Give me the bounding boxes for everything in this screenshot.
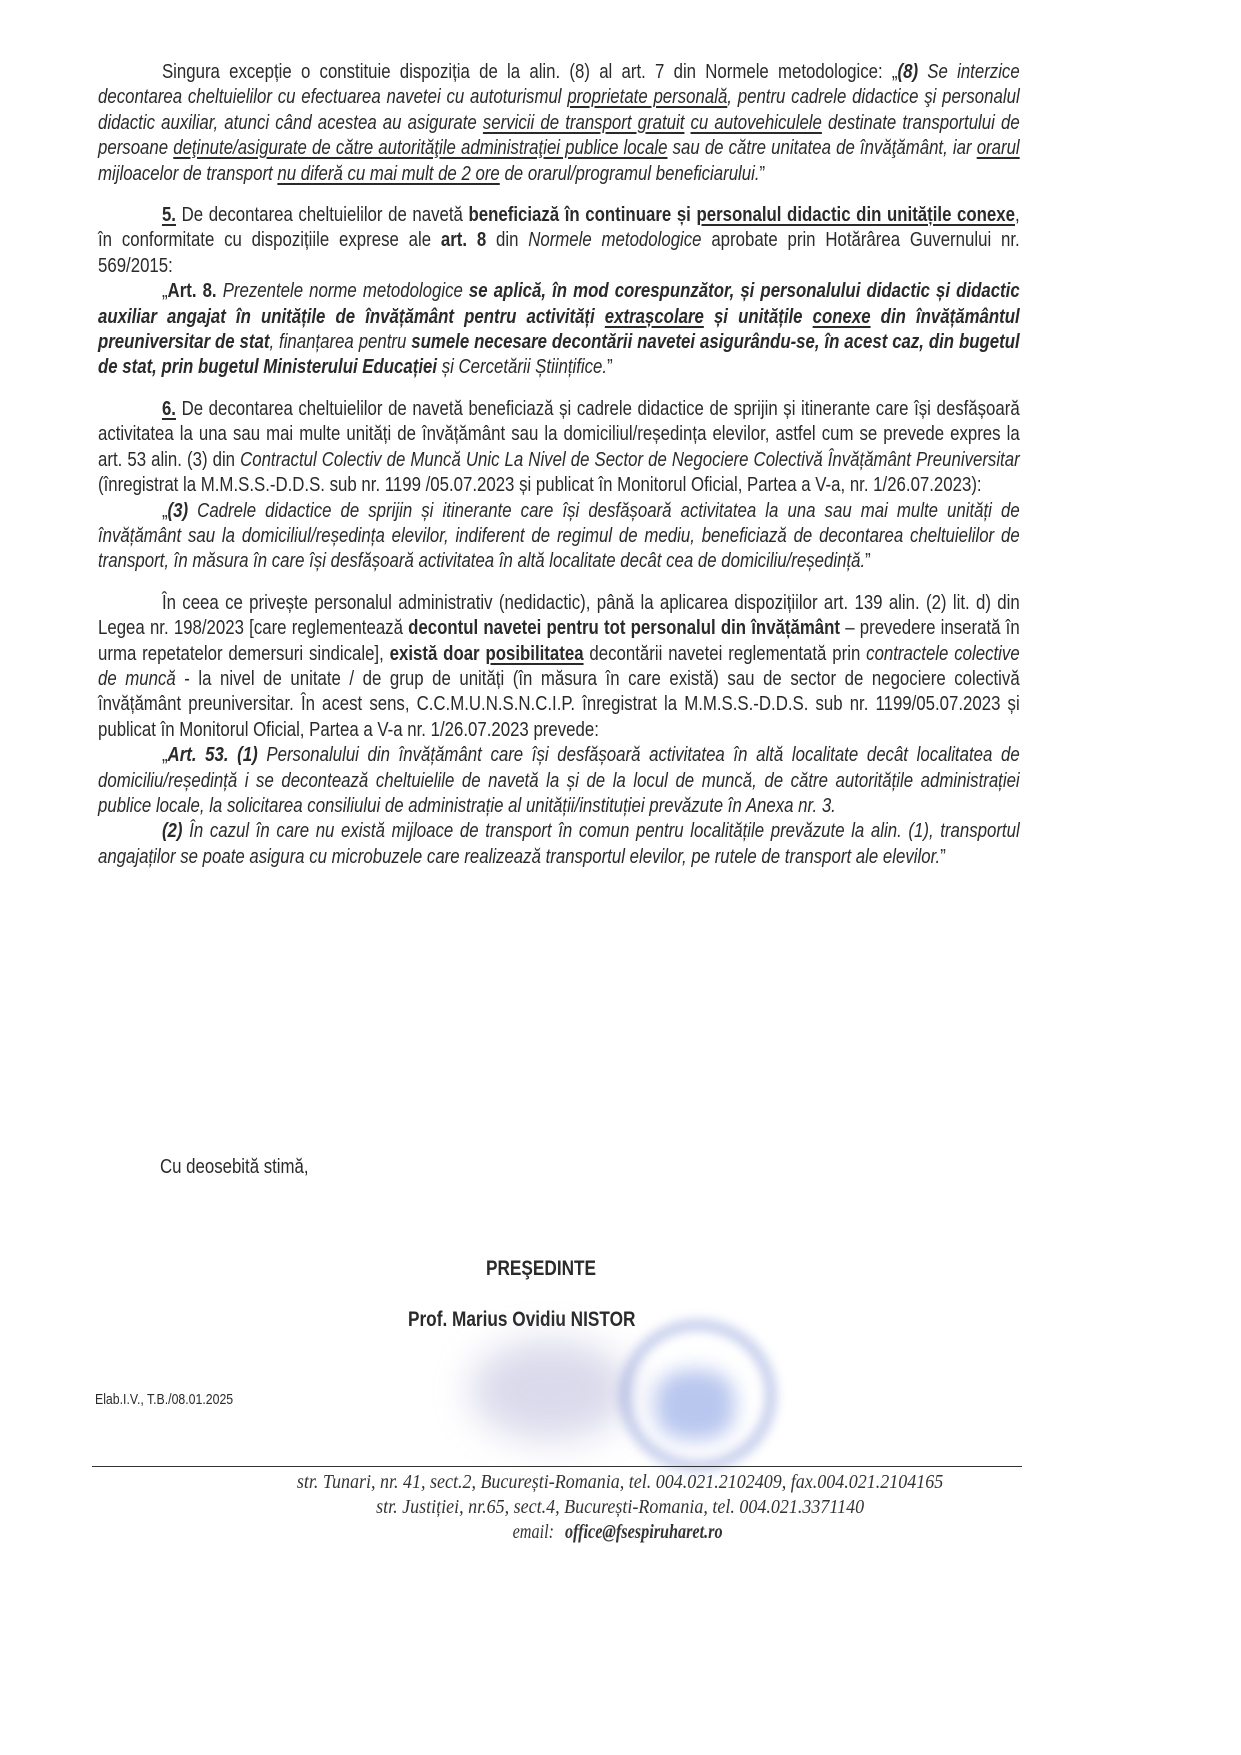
text-run: , în conformitate cu dispozițiile exprese ale xyxy=(98,203,1020,252)
paragraph xyxy=(98,278,1020,380)
text-run: „ xyxy=(161,743,168,767)
text-run: (2) xyxy=(161,819,183,843)
text-run: „ xyxy=(161,279,168,303)
text-run: (8) xyxy=(897,60,919,83)
text-run: „ xyxy=(161,498,168,522)
text-run: decontul navetei pentru tot personalul din învățământ xyxy=(408,616,841,640)
text-run: conexe xyxy=(812,304,871,328)
footer xyxy=(0,1470,1241,1545)
text-run: proprietate personală xyxy=(567,85,728,109)
text-run: Art. 53. (1) xyxy=(167,743,258,767)
text-run: decontării navetei reglementată prin xyxy=(583,641,867,665)
text-run: extrașcolare xyxy=(604,304,704,328)
text-run: , pentru cadrele didactice şi personalul didactic auxiliar, atunci când acestea au asigurate xyxy=(98,85,1020,134)
text-run: beneficiază în continuare și xyxy=(468,203,697,227)
text-run: contractele colective de muncă xyxy=(98,641,1020,690)
text-run: din învățământul preuniversitar de stat xyxy=(98,304,1020,354)
text-run: personalul didactic din unitățile conexe xyxy=(696,203,1015,227)
footer-email-line xyxy=(510,1520,731,1545)
text-run: ” xyxy=(759,161,766,185)
text-run: sau de către unitatea de învăţământ, iar xyxy=(667,136,977,160)
text-run: de orarul/programul beneficiarului. xyxy=(499,161,760,185)
text-run: (înregistrat la M.M.S.S.-D.D.S. sub nr. 1199 /05.07.2023 și publicat în Monitorul Oficial, Partea a V-a, nr. 1/26.07.2023): xyxy=(98,473,982,497)
paragraph xyxy=(98,818,1020,869)
text-run: art. 8 xyxy=(440,228,487,252)
text-run: se aplică, în mod corespunzător, și personalului didactic și didactic auxiliar angajat în unitățile de învățământ pentru activități xyxy=(98,279,1020,328)
text-run: destinate transportului de persoane xyxy=(98,110,1020,160)
text-run: Prezentele norme metodologice xyxy=(216,279,469,303)
text-run: și Cercetării Științifice. xyxy=(437,355,608,379)
text-run: Personalului din învățământ care își desfășoară activitatea în altă localitate decât localitatea de domiciliu/reședință i se decontează cheltuielile de navetă la și de la locul de muncă, de către autoritățile administrației publice locale, la solicitarea consiliului de administrație al unității/instituției prevăzute în Anexa nr. 3. xyxy=(98,743,1020,817)
text-run: ” xyxy=(865,549,871,573)
paragraph xyxy=(98,396,1020,498)
text-run: ” xyxy=(607,355,613,379)
footer-address-2: str. Justiției, nr.65, sect.4, București-Romania, tel. 004.021.3371140 xyxy=(376,1496,865,1518)
paragraph xyxy=(98,742,1020,818)
text-run: nu diferă cu mai mult de 2 ore xyxy=(277,161,500,185)
signatory-name: Prof. Marius Ovidiu NISTOR xyxy=(408,1308,636,1331)
paragraph xyxy=(98,202,1020,278)
text-run: (3) xyxy=(167,498,189,522)
footer-email-label: email: xyxy=(512,1521,554,1543)
official-stamp-center xyxy=(655,1370,735,1440)
text-run: Contractul Colectiv de Muncă Unic La Nivel de Sector de Negociere Colectivă Învățământ Preuniversitar xyxy=(240,447,1020,471)
text-run: Art. 8. xyxy=(167,279,217,303)
text-run: cu autovehiculele xyxy=(690,110,822,134)
text-run: și unitățile xyxy=(703,304,813,328)
text-run: Cadrele didactice de sprijin și itinerante care își desfășoară activitatea la una sau mai multe unități de învățământ sau la domiciliul/reședința elevilor, indiferent de regimul de mediu, beneficiază de decontarea cheltuielilor de transport, în măsura în care își desfășoară activitatea în altă localitate decât cea de domiciliu/reședință. xyxy=(98,498,1020,573)
footer-divider xyxy=(92,1466,1022,1467)
footer-email-link[interactable]: office@fsespiruharet.ro xyxy=(564,1521,723,1543)
text-run: - la nivel de unitate / de grup de unități (în măsura în care există) sau de sector de negociere colectivă învățământ preuniversitar. În acest sens, C.C.M.U.N.S.N.C.I.P. înregistrat la M.M.S.S.-D.D.S. sub nr. 1199/05.07.2023 și publicat în Monitorul Oficial, Partea a V-a nr. 1/26.07.2023 prevede: xyxy=(98,666,1020,741)
text-run: mijloacelor de transport xyxy=(98,161,278,185)
text-run: posibilitatea xyxy=(485,641,584,665)
text-run: De decontarea cheltuielilor de navetă xyxy=(175,203,469,227)
text-run: sumele necesare decontării navetei asigurându-se, în acest caz, din bugetul de stat, prin bugetul Ministerului Educației xyxy=(98,330,1020,379)
text-run: servicii de transport gratuit xyxy=(482,110,685,134)
text-run: Normele metodologice xyxy=(528,228,702,252)
text-run: deţinute/asigurate de către autorităţile administraţiei publice locale xyxy=(173,136,668,160)
text-run: 5. xyxy=(161,203,176,227)
text-run: există doar xyxy=(389,641,486,665)
text-run: Se interzice decontarea cheltuielilor cu efectuarea navetei cu autoturismul xyxy=(98,60,1020,109)
paragraph xyxy=(98,59,1020,186)
elaboration-note: Elab.I.V., T.B./08.01.2025 xyxy=(95,1391,234,1408)
letter-body xyxy=(98,59,1020,869)
footer-address-1: str. Tunari, nr. 41, sect.2, București-Romania, tel. 004.021.2102409, fax.004.021.2104165 xyxy=(297,1471,944,1493)
paragraph xyxy=(98,498,1020,574)
text-run: , finanțarea pentru xyxy=(269,330,412,354)
text-run: În ceea ce privește personalul administrativ (nedidactic), până la aplicarea dispozițiilor art. 139 alin. (2) lit. d) din Legea nr. 198/2023 [care reglementează xyxy=(98,590,1020,640)
text-run: Singura excepție o constituie dispoziția de la alin. (8) al art. 7 din Normele metodologice: „ xyxy=(161,60,898,83)
text-run: aprobate prin Hotărârea Guvernului nr. 569/2015: xyxy=(98,228,1020,277)
text-run: În cazul în care nu există mijloace de transport în comun pentru localitățile prevăzute la alin. (1), transportul angajaților se poate asigura cu microbuzele care realizează transportul elevilor, pe rutele de transport ale elevilor. xyxy=(98,819,1020,868)
closing-salutation: Cu deosebită stimă, xyxy=(160,1155,309,1178)
text-run: 6. xyxy=(161,396,176,420)
paragraph xyxy=(98,590,1020,742)
text-run: – prevedere inserată în urma repetatelor demersuri sindicale], xyxy=(98,616,1020,665)
signatory-title: PREŞEDINTE xyxy=(486,1257,597,1280)
text-run: orarul xyxy=(976,136,1020,160)
text-run: De decontarea cheltuielilor de navetă beneficiază și cadrele didactice de sprijin și itinerante care își desfășoară activitatea la una sau mai multe unități de învățământ sau la domiciliul/reședința elevilor, astfel cum se prevede expres la art. 53 alin. (3) din xyxy=(98,396,1020,471)
text-run: ” xyxy=(940,844,946,868)
handwritten-signature xyxy=(470,1340,630,1440)
text-run: din xyxy=(486,228,529,252)
